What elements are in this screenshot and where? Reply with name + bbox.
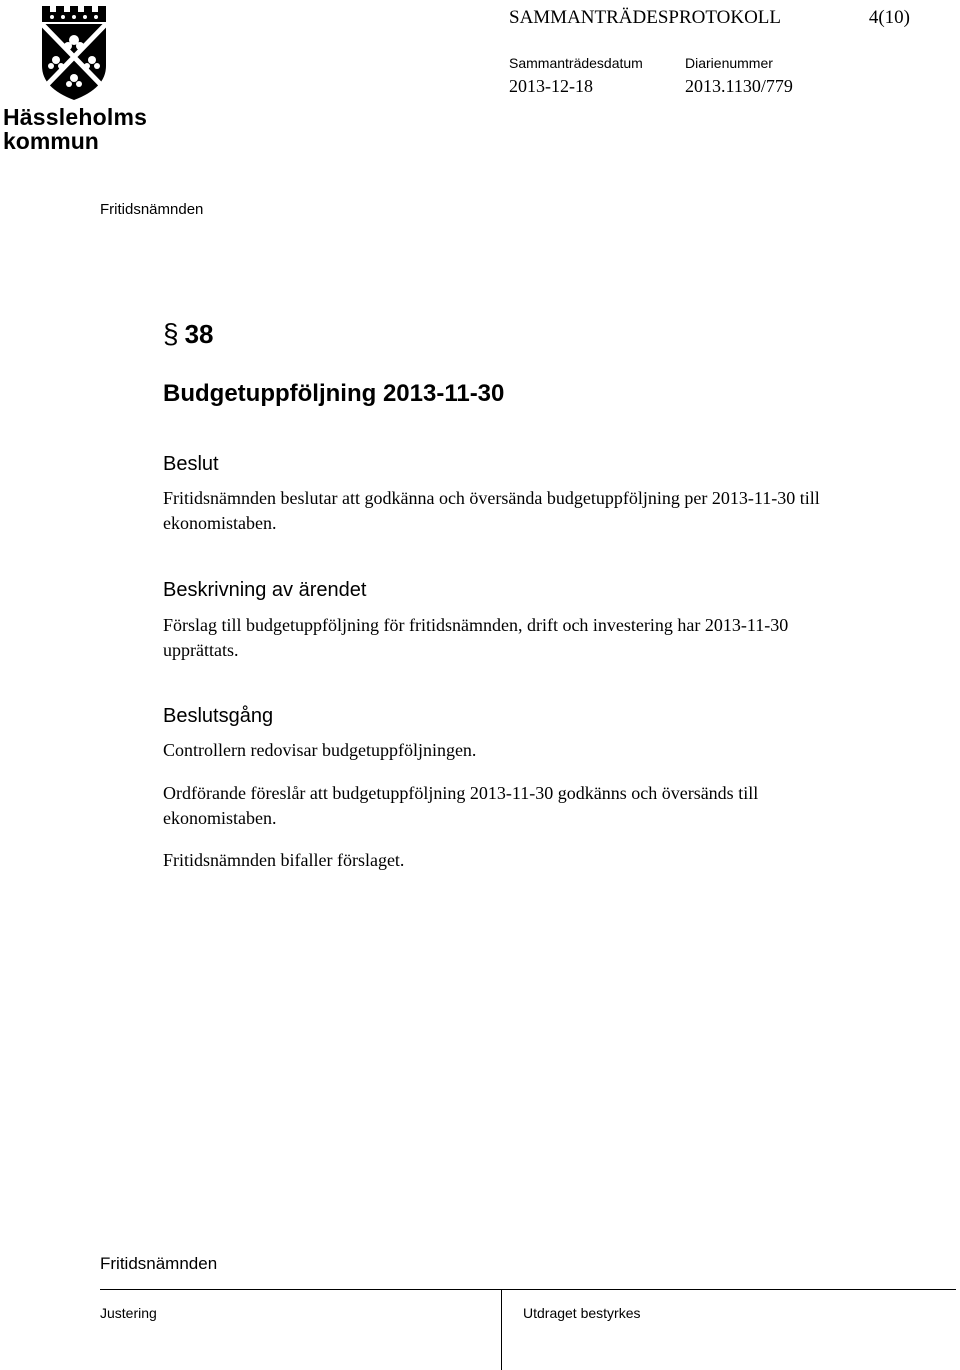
- utdraget-label: Utdraget bestyrkes: [523, 1305, 641, 1321]
- page-title: Budgetuppföljning 2013-11-30: [163, 380, 505, 407]
- beslut-heading: Beslut: [163, 453, 219, 475]
- footer-committee-name: Fritidsnämnden: [100, 1254, 218, 1273]
- justering-label: Justering: [100, 1305, 157, 1321]
- footer-divider-line: [100, 1289, 956, 1290]
- diary-number: 2013.1130/779: [685, 76, 793, 96]
- meeting-date: 2013-12-18: [509, 76, 593, 96]
- section-symbol: §: [163, 318, 179, 349]
- section-number: [163, 318, 214, 350]
- diary-number-label: Diarienummer: [685, 55, 773, 71]
- section-number-value: 38: [184, 319, 214, 349]
- beslutsgang-paragraph-3: Fritidsnämnden bifaller förslaget.: [163, 850, 405, 870]
- meeting-date-label: Sammanträdesdatum: [509, 55, 643, 71]
- page-number: 4(10): [868, 7, 910, 28]
- beslutsgang-heading: Beslutsgång: [163, 705, 274, 727]
- beslut-text: Fritidsnämnden beslutar att godkänna och översända budgetuppföljning per 2013-11-30 till ekonomistaben.: [163, 488, 820, 533]
- beslutsgang-paragraph-1: Controllern redovisar budgetuppföljningen.: [163, 740, 477, 760]
- logo-wordmark-line1: Hässleholms: [3, 104, 148, 130]
- beslutsgang-paragraph-2: Ordförande föreslår att budgetuppföljning 2013-11-30 godkänns och översänds till ekonomistaben.: [163, 783, 759, 828]
- logo-wordmark-line2: kommun: [3, 128, 99, 154]
- beskrivning-heading: Beskrivning av ärendet: [163, 579, 367, 601]
- committee-name: Fritidsnämnden: [100, 201, 204, 218]
- footer-vertical-divider: [501, 1289, 502, 1370]
- beskrivning-text: Förslag till budgetuppföljning för fritidsnämnden, drift och investering har 2013-11-30 upprättats.: [163, 615, 789, 660]
- document-type: SAMMANTRÄDESPROTOKOLL: [509, 7, 782, 28]
